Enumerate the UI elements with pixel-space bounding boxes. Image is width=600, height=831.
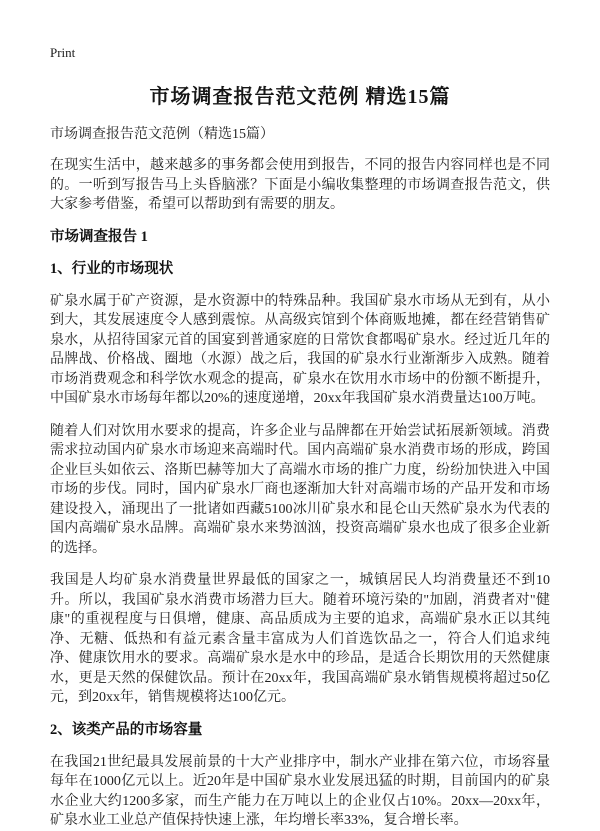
section-1-paragraph-2: 随着人们对饮用水要求的提高，许多企业与品牌都在开始尝试拓展新领域。消费需求拉动国内矿泉水市场迎来高端时代。国内高端矿泉水消费市场的形成，跨国企业巨头如依云、洛斯巴赫等加大了高端水市场的推广力度，纷纷加快进入中国市场的步伐。同时，国内矿泉水厂商也逐渐加大针对高端市场的产品开发和市场建设投入，涌现出了一批诸如西藏5100冰川矿泉水和昆仑山天然矿泉水为代表的国内高端矿泉水品牌。高端矿泉水来势汹汹，投资高端矿泉水也成了很多企业新的选择。	[50, 423, 550, 556]
section-1-paragraph-1: 矿泉水属于矿产资源，是水资源中的特殊品种。我国矿泉水市场从无到有，从小到大，其发展速度令人感到震惊。从高级宾馆到个体商贩地摊，都在经营销售矿泉水，从招待国家元首的国宴到普通家庭的日常饮食都喝矿泉水。经过近几年的品牌战、价格战、圈地（水源）战之后，我国的矿泉水行业渐渐步入成熟。随着市场消费观念和科学饮水观念的提高，矿泉水在饮用水市场中的份额不断提升，中国矿泉水市场每年都以20%的速度递增，20xx年我国矿泉水消费量达100万吨。	[50, 293, 550, 406]
page-title: 市场调查报告范文范例 精选15篇	[149, 86, 451, 108]
section-1-heading: 1、行业的市场现状	[50, 260, 174, 277]
section-2-paragraph-1: 在我国21世纪最具发展前景的十大产业排序中，制水产业排在第六位，市场容量每年在1000亿元以上。近20年是中国矿泉水业发展迅猛的时期，目前国内的矿泉水企业大约1200多家，而生产能力在万吨以上的企业仅占10%。20xx—20xx年，矿泉水业工业总产值保持快速上涨，年均增长率33%，复合增长率。	[50, 754, 550, 828]
print-link[interactable]: Print	[50, 45, 76, 60]
section-2-heading: 2、该类产品的市场容量	[50, 721, 203, 738]
report-1-heading: 市场调查报告 1	[50, 228, 148, 245]
doc-subtitle: 市场调查报告范文范例（精选15篇）	[50, 127, 274, 142]
section-1-paragraph-3: 我国是人均矿泉水消费量世界最低的国家之一，城镇居民人均消费量还不到10升。所以，我国矿泉水消费市场潜力巨大。随着环境污染的"加剧，消费者对"健康"的重视程度与日俱增，健康、高品质成为主要的追求，高端矿泉水正以其纯净、无糖、低热和有益元素含量丰富成为人们首选饮品之一，符合人们追求纯净、健康饮用水的要求。高端矿泉水是水中的珍品，是适合长期饮用的天然健康水，更是天然的保健饮品。预计在20xx年，我国高端矿泉水销售规模将超过50亿元，到20xx年，销售规模将达100亿元。	[50, 573, 550, 705]
intro-paragraph: 在现实生活中，越来越多的事务都会使用到报告，不同的报告内容同样也是不同的。一听到写报告马上头昏脑涨？下面是小编收集整理的市场调查报告范文，供大家参考借鉴，希望可以帮助到有需要的朋友。	[50, 158, 550, 212]
